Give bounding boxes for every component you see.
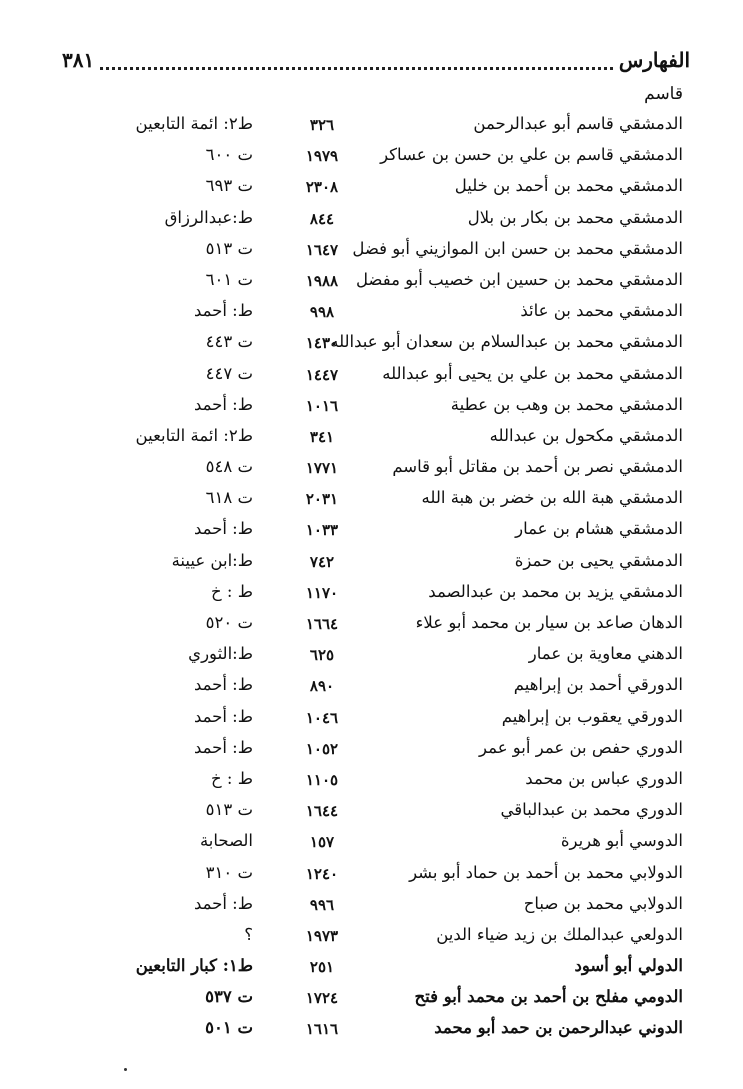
index-entry-number: ٧٤٢ xyxy=(309,552,335,571)
index-entry-name: الدمشقي محمد بن وهب بن عطية xyxy=(450,394,683,414)
index-row xyxy=(0,389,743,420)
index-entry-note: ط٢: ائمة التابعين xyxy=(135,114,253,133)
index-entry-number: ١٢٤٠ xyxy=(305,864,339,883)
index-row xyxy=(0,326,743,357)
section-label: قاسم xyxy=(644,84,683,104)
index-entry-note: ط: أحمد xyxy=(193,519,253,539)
index-entry-number: ١٦٦٤ xyxy=(305,615,339,633)
index-row xyxy=(0,295,743,326)
index-entry-number: ١٩٨٨ xyxy=(305,271,339,290)
index-entry-note: ت ٤٤٣ xyxy=(205,332,253,352)
index-row xyxy=(0,358,743,389)
index-entry-number: ٩٩٦ xyxy=(309,895,335,914)
index-entry-number: ١٧٧١ xyxy=(305,459,339,478)
index-entry-number: ٨٩٠ xyxy=(309,677,335,696)
index-entry-name: الدمشقي يزيد بن محمد بن عبدالصمد xyxy=(428,581,683,601)
index-entry-name: الدولابي محمد بن صباح xyxy=(523,893,683,913)
index-row xyxy=(0,233,743,264)
index-entry-number: ١٧٢٤ xyxy=(305,989,339,1008)
index-row xyxy=(0,825,743,856)
index-row xyxy=(0,545,743,576)
index-entry-name: الدورقي يعقوب بن إبراهيم xyxy=(501,706,683,726)
index-row xyxy=(0,420,743,451)
index-entry-note: ت ٦٩٣ xyxy=(205,176,253,196)
index-row xyxy=(0,669,743,700)
index-entry-name: الدولعي عبدالملك بن زيد ضياء الدين xyxy=(436,924,683,944)
index-row xyxy=(0,732,743,763)
index-row xyxy=(0,888,743,919)
index-entry-name: الدمشقي محمد بن علي بن يحيى أبو عبدالله xyxy=(382,363,683,383)
index-row xyxy=(0,701,743,732)
index-row xyxy=(0,981,743,1012)
index-entry-number: ١٦١٦ xyxy=(305,1020,339,1039)
page-header-title: الفهارس xyxy=(618,48,690,72)
index-entry-name: الدمشقي مكحول بن عبدالله xyxy=(489,425,683,445)
index-entry-number: ١٠١٦ xyxy=(305,396,339,415)
index-row xyxy=(0,794,743,825)
index-entry-note: ط: أحمد xyxy=(193,675,253,695)
index-entry-name: الدمشقي يحيى بن حمزة xyxy=(514,550,683,570)
index-entry-number: ١٠٥٢ xyxy=(305,739,339,758)
index-entry-name: الدمشقي محمد بن بكار بن بلال xyxy=(467,207,683,227)
index-entry-name: الدمشقي قاسم بن علي بن حسن بن عساكر xyxy=(380,145,683,165)
index-entry-note: ت ٥٤٨ xyxy=(205,457,253,477)
index-entry-note: ت ٦٠٠ xyxy=(205,145,253,165)
index-entry-number: ١٤٣٠ xyxy=(305,334,339,353)
index-entry-number: ١٤٤٧ xyxy=(305,365,339,384)
print-speck xyxy=(124,1068,127,1071)
index-row xyxy=(0,513,743,544)
index-entry-number: ٨٤٤ xyxy=(309,209,335,228)
index-entry-name: الدوري حفص بن عمر أبو عمر xyxy=(479,737,683,757)
index-entry-name: الدمشقي محمد بن عبدالسلام بن سعدان أبو عبدالله xyxy=(330,332,683,352)
index-entry-name: الدوني عبدالرحمن بن حمد أبو محمد xyxy=(434,1018,683,1038)
index-row xyxy=(0,950,743,981)
index-entry-name: الدومي مفلح بن أحمد بن محمد أبو فتح xyxy=(414,987,683,1007)
index-entry-name: الدمشقي محمد بن حسن ابن الموازيني أبو فضل xyxy=(352,238,683,258)
index-entry-name: الدورقي أحمد بن إبراهيم xyxy=(513,675,683,695)
index-entry-note: ط : خ xyxy=(211,581,253,601)
index-entry-number: ٢٥١ xyxy=(309,958,335,977)
index-entry-number: ٢٣٠٨ xyxy=(305,178,339,197)
page-header xyxy=(62,44,690,76)
header-dot-leader xyxy=(100,47,613,70)
index-entry-note: ط: أحمد xyxy=(193,706,253,726)
index-entry-note: ت ٦١٨ xyxy=(205,488,253,508)
index-entry-note: ط:عبدالرزاق xyxy=(164,207,253,227)
index-entry-name: الدمشقي محمد بن عائذ xyxy=(520,301,683,321)
index-entry-note: ط: أحمد xyxy=(193,893,253,913)
index-entry-name: الدمشقي نصر بن أحمد بن مقاتل أبو قاسم xyxy=(392,457,683,477)
index-row xyxy=(0,638,743,669)
index-entry-note: ؟ xyxy=(244,924,253,944)
index-entry-note: ط: أحمد xyxy=(193,301,253,321)
index-entry-name: الدمشقي محمد بن حسين ابن خصيب أبو مفضل xyxy=(355,269,683,289)
index-entry-note: ط٢: ائمة التابعين xyxy=(135,425,253,445)
index-row xyxy=(0,170,743,201)
index-entry-number: ١٦٤٤ xyxy=(305,802,339,821)
index-entry-note: ت ٥٠١ xyxy=(205,1018,253,1038)
index-entry-number: ١٩٧٩ xyxy=(305,147,339,166)
index-row xyxy=(0,264,743,295)
index-entry-number: ١٩٧٣ xyxy=(305,926,339,945)
index-entry-note: ت ٥٢٠ xyxy=(205,613,253,632)
index-entry-number: ١٠٤٦ xyxy=(305,708,339,727)
index-entry-number: ١١٧٠ xyxy=(305,583,339,602)
index-entry-number: ٣٤١ xyxy=(309,427,335,446)
index-entry-name: الدوري محمد بن عبدالباقي xyxy=(500,800,683,820)
index-entry-note: ت ٦٠١ xyxy=(205,269,253,289)
index-entry-note: ط : خ xyxy=(211,768,253,788)
index-entry-name: الدمشقي هشام بن عمار xyxy=(515,519,683,539)
page-number: ٣٨١ xyxy=(62,48,95,72)
index-entry-number: ٢٠٣١ xyxy=(305,490,339,509)
index-row xyxy=(0,919,743,950)
index-entry-number: ٩٩٨ xyxy=(309,303,335,322)
index-list xyxy=(0,108,743,1044)
index-row xyxy=(0,108,743,139)
index-entry-number: ٦٢٥ xyxy=(309,646,335,665)
index-entry-note: ت ٥١٣ xyxy=(205,800,253,820)
index-entry-note: ط: أحمد xyxy=(193,737,253,757)
index-row xyxy=(0,482,743,513)
index-entry-note: ت ٥١٣ xyxy=(205,238,253,258)
index-entry-note: الصحابة xyxy=(199,831,253,851)
index-entry-number: ١١٠٥ xyxy=(305,770,339,789)
index-entry-name: الدمشقي قاسم أبو عبدالرحمن xyxy=(473,114,683,133)
index-row xyxy=(0,1012,743,1043)
index-row xyxy=(0,763,743,794)
index-entry-name: الدمشقي محمد بن أحمد بن خليل xyxy=(454,176,683,196)
index-entry-name: الدولي أبو أسود xyxy=(574,956,683,976)
index-row xyxy=(0,202,743,233)
index-row xyxy=(0,576,743,607)
index-row xyxy=(0,607,743,638)
index-entry-name: الدولابي محمد بن أحمد بن حماد أبو بشر xyxy=(409,862,683,882)
index-entry-name: الدهان صاعد بن سيار بن محمد أبو علاء xyxy=(415,613,683,632)
index-entry-name: الدهني معاوية بن عمار xyxy=(528,644,683,664)
index-entry-name: الدوري عباس بن محمد xyxy=(525,768,683,788)
index-entry-number: ١٠٣٣ xyxy=(305,521,339,540)
index-row xyxy=(0,857,743,888)
index-entry-name: الدوسي أبو هريرة xyxy=(560,831,683,851)
index-entry-note: ط١: كبار التابعين xyxy=(135,956,253,976)
index-entry-note: ط:الثوري xyxy=(188,644,253,664)
index-entry-name: الدمشقي هبة الله بن خضر بن هبة الله xyxy=(421,488,683,508)
index-entry-note: ت ٤٤٧ xyxy=(205,363,253,383)
index-entry-number: ١٦٤٧ xyxy=(305,240,339,259)
index-entry-note: ت ٣١٠ xyxy=(205,862,253,882)
index-entry-note: ط:ابن عيينة xyxy=(171,550,253,570)
index-row xyxy=(0,451,743,482)
index-entry-note: ت ٥٣٧ xyxy=(205,987,253,1007)
index-entry-number: ١٥٧ xyxy=(309,833,335,852)
index-row xyxy=(0,139,743,170)
index-entry-note: ط: أحمد xyxy=(193,394,253,414)
index-entry-number: ٣٢٦ xyxy=(309,116,335,134)
